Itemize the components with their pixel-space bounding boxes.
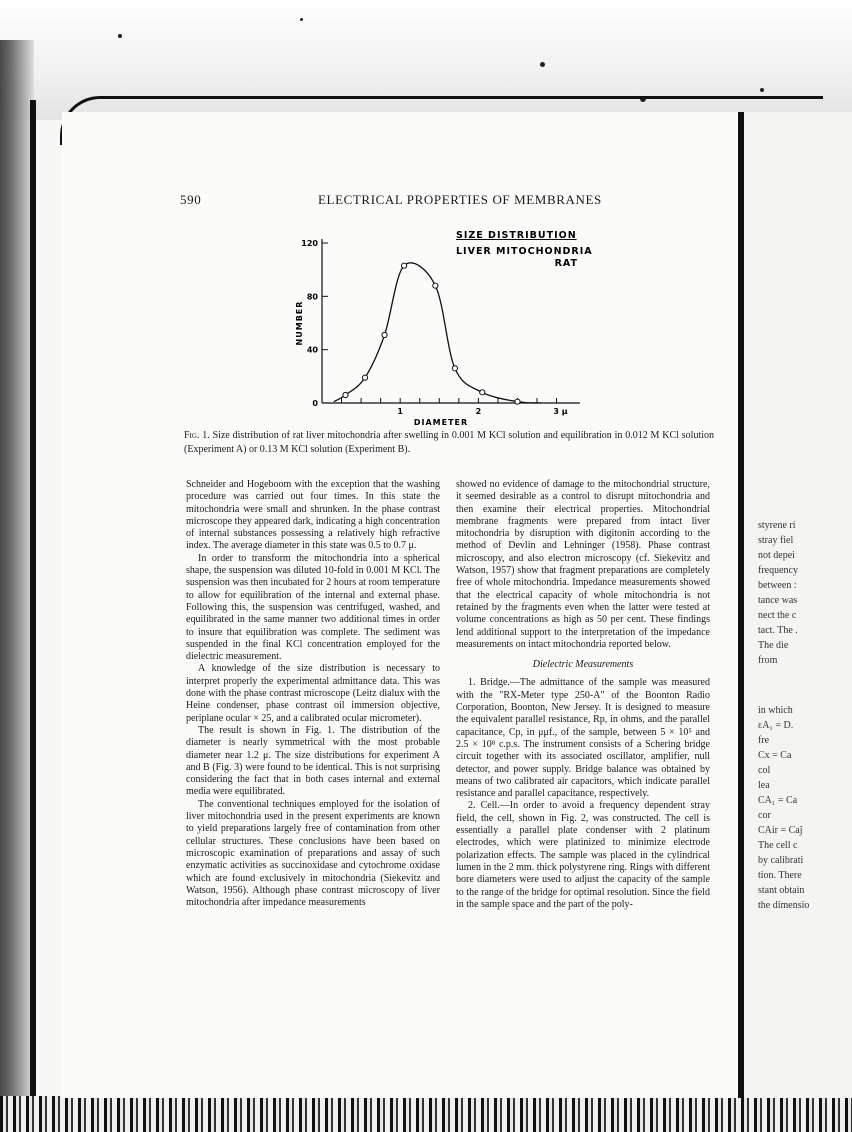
data-point bbox=[362, 375, 367, 380]
x-tick-label: 3 μ bbox=[553, 407, 568, 416]
figure-caption bbox=[184, 429, 714, 457]
fragment-text: not depei bbox=[758, 550, 795, 561]
fragment-text: Cx = Ca bbox=[758, 750, 792, 761]
fragment-text: εA₁ = D. bbox=[758, 720, 794, 731]
data-point bbox=[452, 366, 457, 371]
fragment-text: fre bbox=[758, 735, 770, 746]
fragment-text: nect the c bbox=[758, 610, 797, 621]
x-tick-label: 1 bbox=[397, 407, 403, 416]
paragraph: The conventional techniques employed for the isolation of liver mitochondria used in the present experiments are known to yield preparations largely free of contamination from other cellular structures. These conclusions have been based on microscopic examination of preparations and assay of such enzymatic activities as succinoxidase and cytochrome oxidase which are found exclusively in mitochondria (Siekevitz and Watson, 1956). Although phase contrast microscopy of liver mitochondria after impedance measurements bbox=[186, 798, 440, 909]
left-column bbox=[186, 479, 440, 909]
fragment-text: The cell c bbox=[758, 840, 798, 851]
page-number: 590 bbox=[180, 192, 202, 207]
chart-subtitle: LIVER MITOCHONDRIA bbox=[456, 246, 593, 257]
fragment-text: the dimensio bbox=[758, 900, 810, 911]
caption-label: Fig. 1. bbox=[184, 430, 210, 441]
scan-speck bbox=[760, 88, 764, 92]
section-heading: Dielectric Measurements bbox=[532, 659, 634, 671]
scan-speck bbox=[118, 34, 122, 38]
data-point bbox=[480, 390, 485, 395]
y-axis-label: NUMBER bbox=[295, 300, 304, 346]
fragment-text: cor bbox=[758, 810, 771, 821]
scan-speck bbox=[300, 18, 303, 21]
adjacent-page-fragment bbox=[744, 112, 852, 1098]
caption-text: Size distribution of rat liver mitochondria after swelling in 0.001 M KCl solution and equilibration in 0.012 M KCl solution (Experiment A) or 0.13 M KCl solution (Experiment B). bbox=[184, 430, 714, 455]
fragment-text: tact. The . bbox=[758, 625, 798, 636]
chart-subtitle-rat: RAT bbox=[554, 258, 578, 269]
chart-title: SIZE DISTRIBUTION bbox=[456, 230, 577, 241]
fragment-text: tance was bbox=[758, 595, 798, 606]
fragment-text: between : bbox=[758, 580, 797, 591]
y-tick-label: 80 bbox=[306, 292, 318, 302]
paragraph: 1. Bridge.—The admittance of the sample was measured with the "RX-Meter type 250-A" of the Boonton Radio Corporation, Boonton, New Jersey. It is designed to measure the equivalent parallel resistance, Rp, in ohms, and the parallel capacitance, Cp, in μμf., of the sample, between 5 × 10⁵ and 2.5 × 10⁸ c.p.s. The instrument consists of a Schering bridge circuit together with its associated oscillator, amplifier, null detector, and power supply. Bridge balance was obtained by means of two calibrated air capacitors, which indicate parallel resistance and parallel capacitance, respectively. bbox=[456, 677, 710, 800]
paragraph: A knowledge of the size distribution is necessary to interpret properly the experimental admittance data. This was done with the phase contrast microscope (Leitz dialux with the Heine condenser, phase contrast oil immersion objective, periplane ocular × 25, and a calibrated ocular micrometer). bbox=[186, 663, 440, 724]
fragment-text: styrene ri bbox=[758, 520, 796, 531]
fragment-text: The die bbox=[758, 640, 789, 651]
fragment-text: CA₁ = Ca bbox=[758, 795, 798, 806]
data-point bbox=[401, 263, 406, 268]
paragraph: Schneider and Hogeboom with the exception that the washing procedure was carried out four times. In this state the mitochondria were small and shrunken. In the phase contrast microscope they appeared dark, indicating a high concentration of internal substances possessing a relatively high refractive index. The average diameter in this state was 0.5 to 0.7 μ. bbox=[186, 479, 440, 552]
fragment-text: col bbox=[758, 765, 771, 776]
fragment-text: lea bbox=[758, 780, 770, 791]
paragraph: 2. Cell.—In order to avoid a frequency dependent stray field, the cell, shown in Fig. 2, was constructed. The cell is essentially a parallel plate condenser with 2 platinum electrodes, which were platinized to minimize electrode polarization effects. The sample was placed in the cylindrical lumen in the 2 mm. thick polystyrene ring. Rings with different bore diameters were used to adjust the capacity of the sample to the range of the bridge for optimal resolution. Since the field in the sample space and the part of the poly- bbox=[456, 800, 710, 910]
scan-bottom-edge bbox=[0, 1096, 852, 1132]
x-tick-label: 2 bbox=[475, 407, 482, 416]
paragraph: The result is shown in Fig. 1. The distribution of the diameter is nearly symmetrical with the most probable diameter near 1.2 μ. The size distributions for experiment A and B (Fig. 3) were found to be identical. This is not surprising considering the fact that in both cases internal and external media were equilibrated. bbox=[186, 724, 440, 798]
fragment-text: frequency bbox=[758, 565, 798, 576]
right-column bbox=[456, 479, 710, 911]
data-point bbox=[433, 283, 438, 288]
size-distribution-chart bbox=[282, 225, 612, 430]
fragment-text: CAir = Caĵ bbox=[758, 825, 803, 836]
paragraph: showed no evidence of damage to the mitochondrial structure, it seemed desirable as a control to disrupt mitochondria and then examine their electrical properties. Mitochondrial membrane fragments were prepared from intact liver mitochondria by disruption with digitonin according to the method of Devlin and Lehninger (1958). Phase contrast microscopy, and also electron microscopy (cf. Siekevitz and Watson, 1957) show that fragment preparations are completely free of whole mitochondria. Impedance measurements showed that the electrical capacity of whole mitochondria is not retained by the fragments even when the latter were tested at volume concentrations as high as 50 per cent. These findings lend additional support to the interpretation of the impedance measurements on intact mitochondria reported below. bbox=[456, 479, 710, 650]
fragment-text: in which bbox=[758, 705, 793, 716]
y-tick-label: 40 bbox=[306, 345, 318, 355]
y-tick-label: 120 bbox=[301, 239, 318, 248]
data-point bbox=[343, 392, 348, 397]
data-point bbox=[382, 332, 387, 337]
y-tick-label: 0 bbox=[312, 399, 318, 408]
running-title: ELECTRICAL PROPERTIES OF MEMBRANES bbox=[318, 192, 602, 207]
figure-1 bbox=[282, 225, 612, 430]
scan-speck bbox=[540, 62, 545, 67]
fragment-text: tion. There bbox=[758, 870, 802, 881]
fragment-text: stant obtain bbox=[758, 885, 805, 896]
x-axis-label: DIAMETER bbox=[413, 418, 469, 427]
paragraph: In order to transform the mitochondria into a spherical shape, the suspension was diluted 10-fold in 0.001 M KCl. The suspension was then incubated for 2 hours at room temperature to allow for equilibration of the internal and external phase. Following this, the suspension was centrifuged, washed, and equilibrated in the same manner two additional times in order to insure that equilibration was complete. The sediment was suspended in the final KCl concentration employed for the dielectric measurement. bbox=[186, 552, 440, 663]
scan-left-edge-line bbox=[30, 100, 36, 1100]
fragment-text: from bbox=[758, 655, 778, 666]
fragment-text: by calibrati bbox=[758, 855, 804, 866]
scan-left-edge bbox=[0, 40, 34, 1110]
fragment-text: stray fiel bbox=[758, 535, 794, 546]
data-point bbox=[515, 399, 520, 404]
